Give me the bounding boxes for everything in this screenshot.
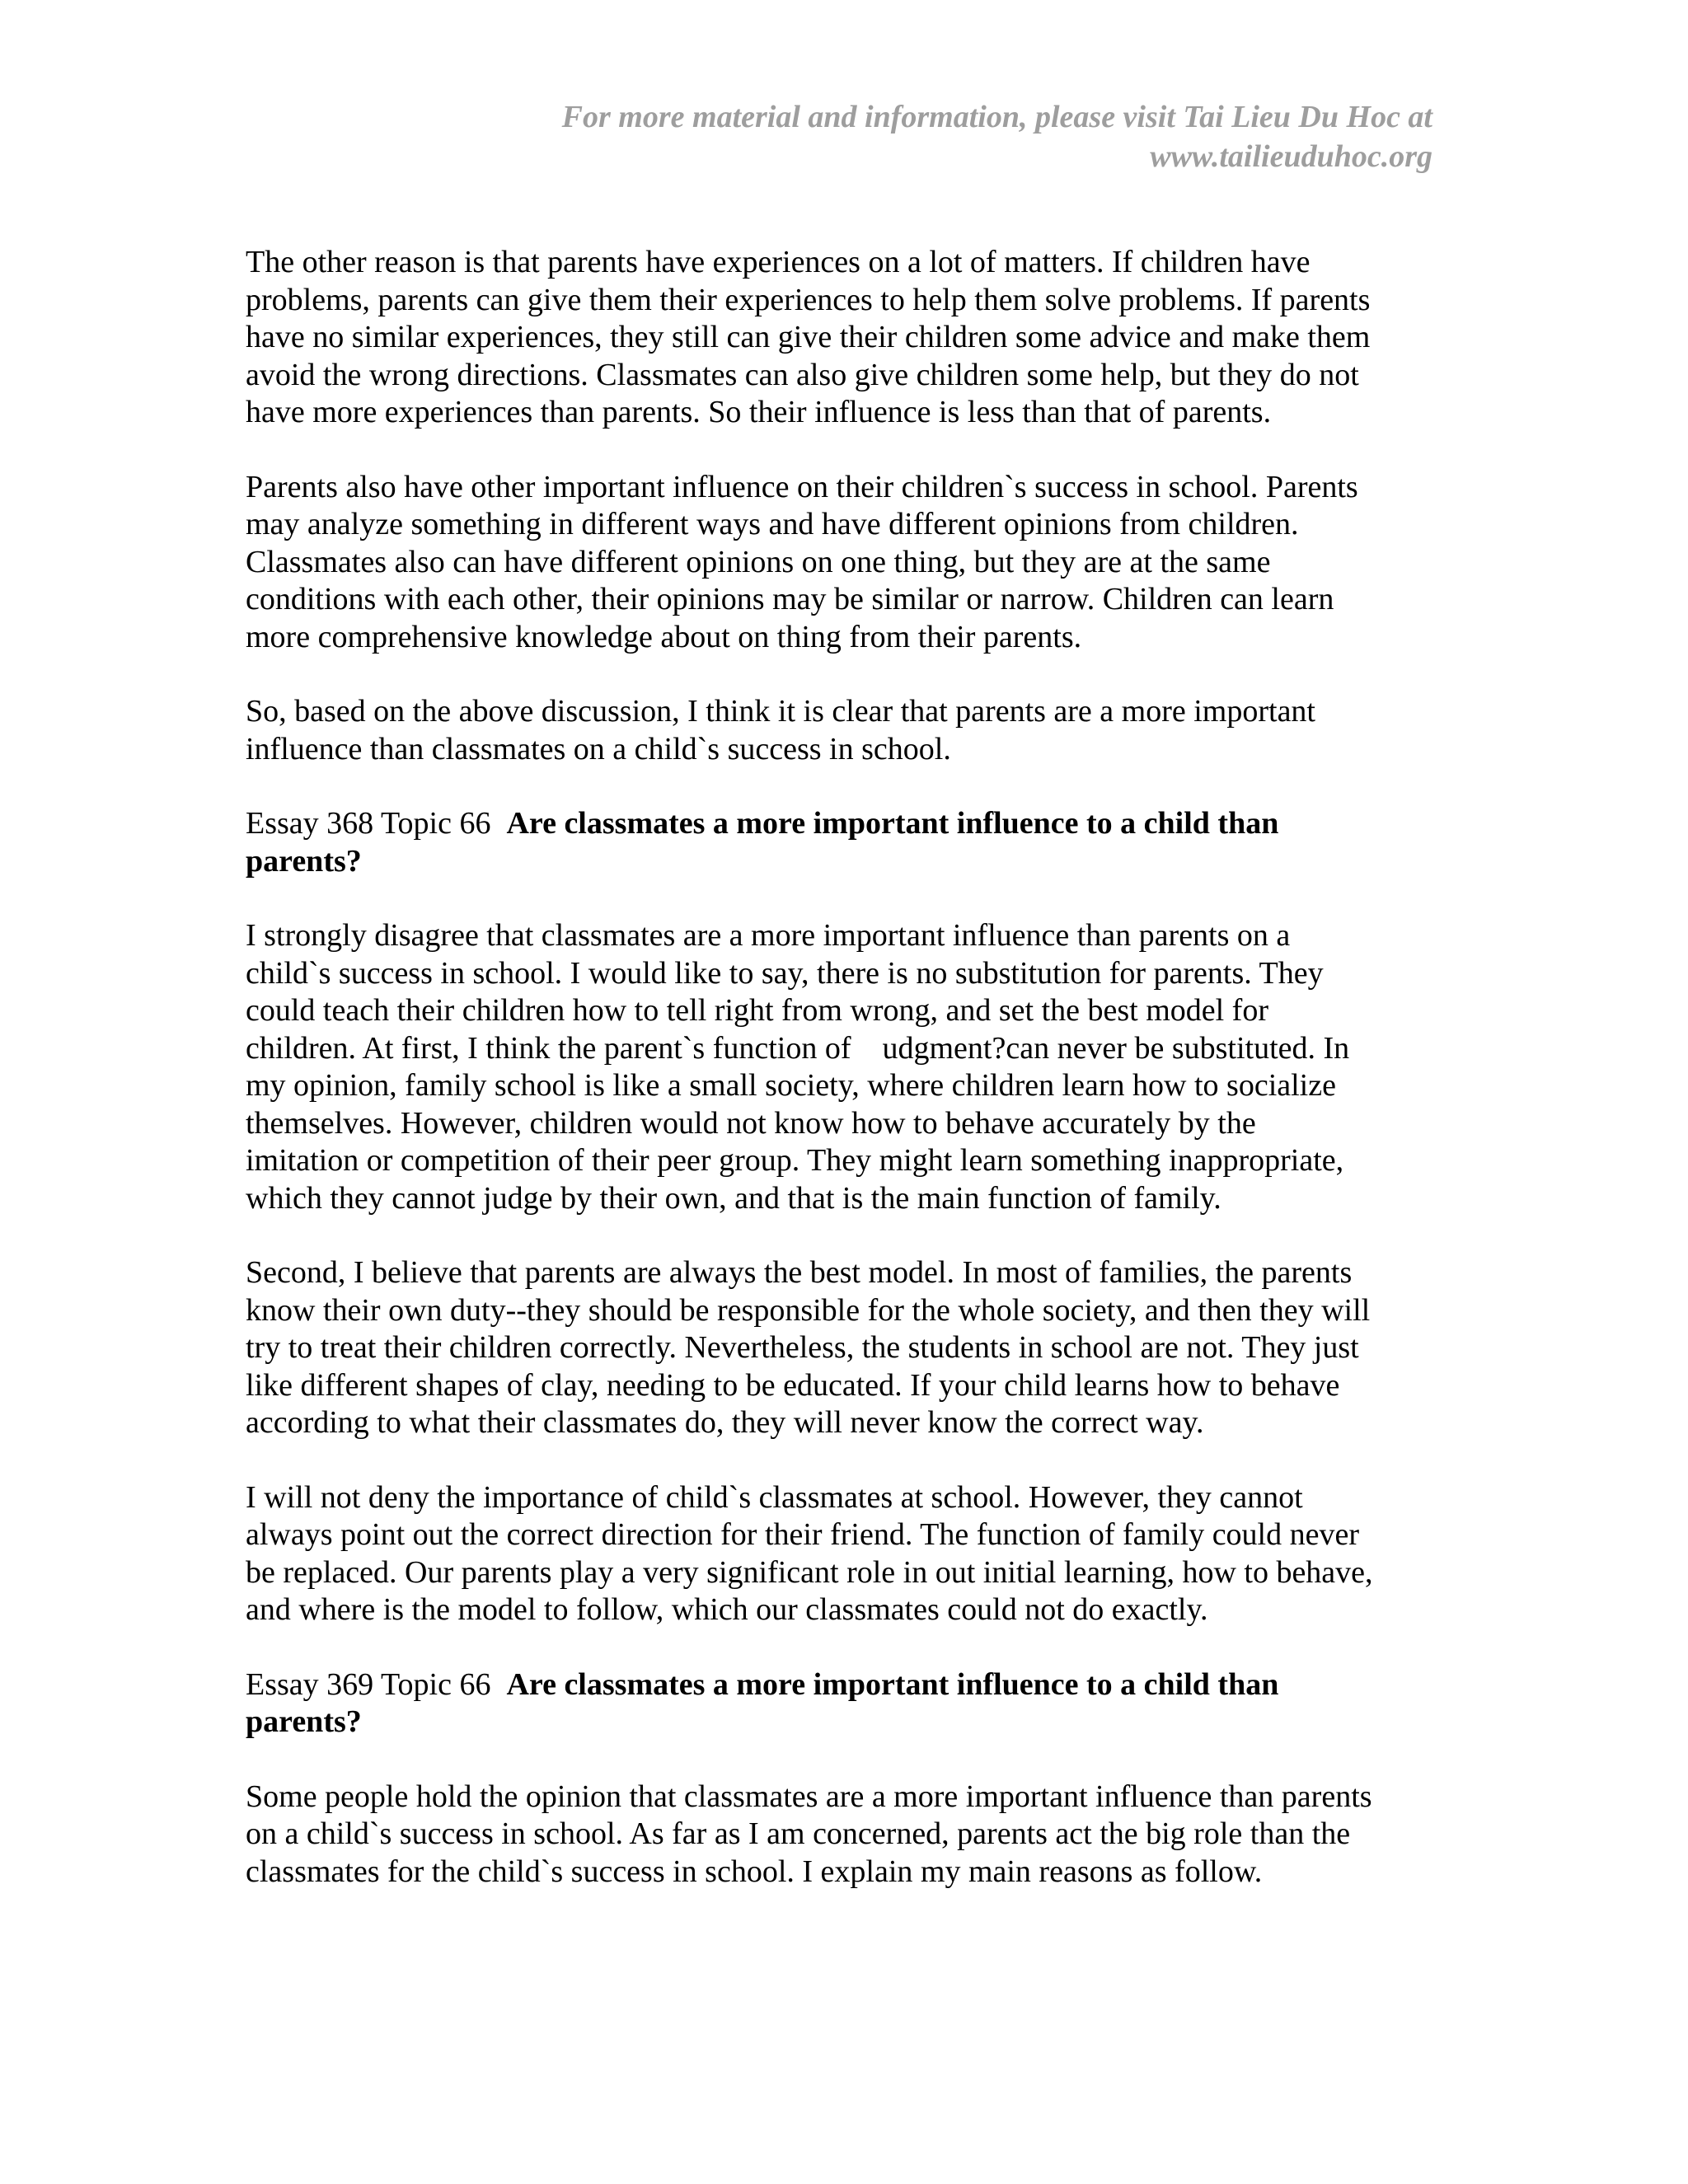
text-line: avoid the wrong directions. Classmates can also give children some help, but they do not (246, 357, 1359, 392)
text-line: according to what their classmates do, they will never know the correct way. (246, 1405, 1204, 1440)
paragraph (246, 917, 1441, 1217)
text-line: influence than classmates on a child`s success in school. (246, 731, 951, 766)
text-line: my opinion, family school is like a small society, where children learn how to socialize (246, 1068, 1336, 1103)
essay-question: Are classmates a more important influence to a child than (506, 1666, 1279, 1702)
header-note (443, 97, 1432, 176)
paragraph (246, 244, 1441, 432)
paragraph (246, 1254, 1441, 1442)
essay-question-continuation: parents? (246, 1704, 362, 1739)
text-line: children. At first, I think the parent`s function of udgment?can never be substituted. In (246, 1030, 1350, 1066)
text-line: conditions with each other, their opinions may be similar or narrow. Children can learn (246, 582, 1334, 616)
text-line: on a child`s success in school. As far as I am concerned, parents act the big role than the (246, 1816, 1351, 1851)
header-note-line-2: www.tailieuduhoc.org (1150, 139, 1432, 174)
text-line: The other reason is that parents have experiences on a lot of matters. If children have (246, 245, 1311, 279)
text-line: have more experiences than parents. So their influence is less than that of parents. (246, 395, 1272, 429)
text-line: always point out the correct direction for their friend. The function of family could never (246, 1517, 1360, 1552)
essay-question: Are classmates a more important influence to a child than (506, 806, 1279, 841)
text-line: try to treat their children correctly. Nevertheless, the students in school are not. They just (246, 1330, 1359, 1365)
text-line: So, based on the above discussion, I think it is clear that parents are a more important (246, 694, 1315, 729)
text-line: have no similar experiences, they still can give their children some advice and make them (246, 320, 1371, 354)
paragraph (246, 1479, 1441, 1629)
document-body (246, 244, 1441, 1928)
essay-368-heading (246, 805, 1441, 880)
text-line: Parents also have other important influence on their children`s success in school. Parents (246, 469, 1358, 504)
paragraph (246, 469, 1441, 657)
text-line: more comprehensive knowledge about on thing from their parents. (246, 619, 1082, 654)
text-line: Some people hold the opinion that classmates are a more important influence than parents (246, 1779, 1372, 1814)
text-line: imitation or competition of their peer group. They might learn something inappropriate, (246, 1143, 1344, 1178)
text-line: problems, parents can give them their experiences to help them solve problems. If parents (246, 282, 1371, 317)
text-line: like different shapes of clay, needing to be educated. If your child learns how to behave (246, 1367, 1340, 1403)
text-line: be replaced. Our parents play a very significant role in out initial learning, how to behave, (246, 1554, 1373, 1590)
header-note-line-1: For more material and information, please visit Tai Lieu Du Hoc at (561, 100, 1432, 134)
text-line: know their own duty--they should be responsible for the whole society, and then they will (246, 1292, 1371, 1328)
essay-heading-line-1 (246, 805, 1441, 843)
text-line: I will not deny the importance of child`s classmates at school. However, they cannot (246, 1479, 1303, 1515)
text-line: could teach their children how to tell right from wrong, and set the best model for (246, 993, 1268, 1028)
text-line: I strongly disagree that classmates are a more important influence than parents on a (246, 918, 1291, 953)
paragraph (246, 693, 1441, 768)
text-line: and where is the model to follow, which our classmates could not do exactly. (246, 1592, 1208, 1627)
essay-369-heading (246, 1666, 1441, 1741)
text-line: classmates for the child`s success in school. I explain my main reasons as follow. (246, 1854, 1263, 1889)
text-line: which they cannot judge by their own, and that is the main function of family. (246, 1180, 1221, 1216)
text-line: child`s success in school. I would like to say, there is no substitution for parents. They (246, 955, 1324, 991)
text-line: may analyze something in different ways and have different opinions from children. (246, 507, 1299, 541)
essay-question-continuation: parents? (246, 843, 362, 879)
essay-label: Essay 369 Topic 66 (246, 1666, 507, 1702)
text-line: Classmates also can have different opinions on one thing, but they are at the same (246, 544, 1271, 579)
paragraph (246, 1779, 1441, 1891)
text-line: themselves. However, children would not know how to behave accurately by the (246, 1105, 1256, 1141)
text-line: Second, I believe that parents are always the best model. In most of families, the parents (246, 1255, 1353, 1290)
essay-heading-line-1 (246, 1666, 1441, 1704)
essay-label: Essay 368 Topic 66 (246, 806, 507, 841)
